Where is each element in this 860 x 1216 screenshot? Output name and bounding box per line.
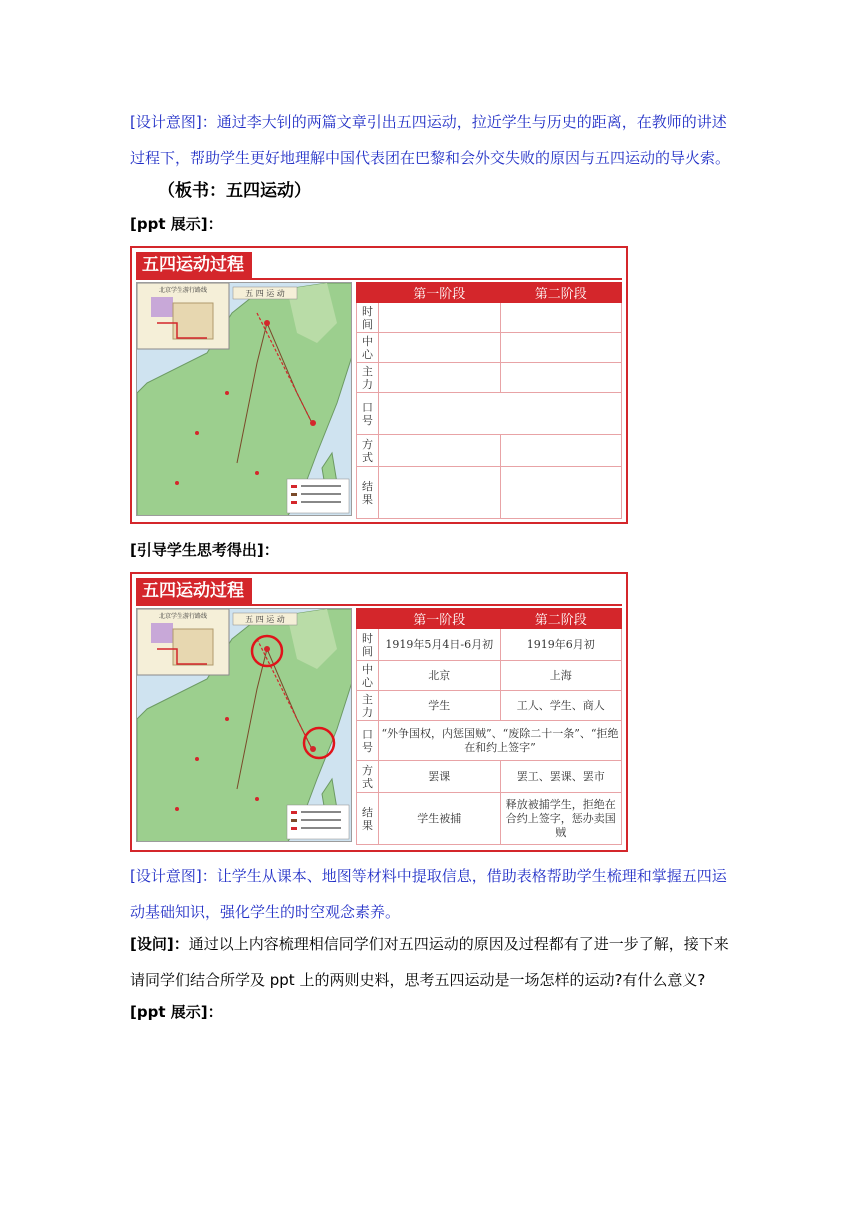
row-label: 主力 <box>357 691 379 721</box>
design-intent-paragraph-2 <box>130 858 735 930</box>
cell-center-stage2: 上海 <box>500 661 622 691</box>
row-label: 方式 <box>357 761 379 793</box>
design-intent-text-line1: 通过李大钊的两篇文章引出五四运动，拉近学生与历史的距离，在教师的讲述 <box>216 113 727 131</box>
ppt-show-label-1: [ppt 展示]： <box>130 215 223 233</box>
design-intent-text-line2: 动基础知识，强化学生的时空观念素养。 <box>130 903 401 921</box>
slide-title: 五四运动过程 <box>136 252 252 278</box>
row-label: 时间 <box>357 629 379 661</box>
inset-title-text: 北京学生游行路线 <box>158 287 208 294</box>
cell-result-stage1: 学生被捕 <box>379 793 501 845</box>
cell-time-stage2: 1919年6月初 <box>500 629 622 661</box>
slide-empty-table <box>130 246 628 524</box>
may-fourth-map <box>136 608 352 842</box>
process-table-filled <box>356 608 622 845</box>
cell-force-stage1: 学生 <box>379 691 501 721</box>
map-title-text: 五 四 运 动 <box>245 615 285 624</box>
row-label: 中心 <box>357 333 379 363</box>
cell-center-stage1: 北京 <box>379 661 501 691</box>
slide-title: 五四运动过程 <box>136 578 252 604</box>
process-table-empty <box>356 282 622 519</box>
may-fourth-map <box>136 282 352 516</box>
row-label: 时间 <box>357 303 379 333</box>
column-header-stage2: 第二阶段 <box>500 283 622 303</box>
design-intent-label: [设计意图]： <box>130 867 217 885</box>
row-label: 口号 <box>357 721 379 761</box>
column-header-stage1: 第一阶段 <box>379 283 501 303</box>
design-intent-label: [设计意图]： <box>130 113 217 131</box>
row-label: 口号 <box>357 393 379 435</box>
cell-result-stage2: 释放被捕学生，拒绝在合约上签字，惩办卖国贼 <box>500 793 622 845</box>
row-label: 中心 <box>357 661 379 691</box>
question-text-line2: 请同学们结合所学及 ppt 上的两则史料，思考五四运动是一场怎样的运动?有什么意义? <box>130 971 706 989</box>
slide-title-underline <box>136 604 622 606</box>
column-header-stage2: 第二阶段 <box>500 609 622 629</box>
question-text-line1: 通过以上内容梳理相信同学们对五四运动的原因及过程都有了进一步了解，接下来 <box>188 935 729 953</box>
design-intent-paragraph-1 <box>130 104 735 176</box>
cell-force-stage2: 工人、学生、商人 <box>500 691 622 721</box>
question-paragraph <box>130 926 735 998</box>
guide-label: [引导学生思考得出]： <box>130 541 279 559</box>
cell-time-stage1: 1919年5月4日-6月初 <box>379 629 501 661</box>
board-heading: （板书：五四运动） <box>158 181 311 201</box>
cell-method-stage2: 罢工、罢课、罢市 <box>500 761 622 793</box>
slide-title-underline <box>136 278 622 280</box>
design-intent-text-line1: 让学生从课本、地图等材料中提取信息，借助表格帮助学生梳理和掌握五四运 <box>216 867 727 885</box>
column-header-stage1: 第一阶段 <box>379 609 501 629</box>
map-graphic <box>137 283 352 516</box>
row-label: 主力 <box>357 363 379 393</box>
slide-filled-table <box>130 572 628 852</box>
row-label: 方式 <box>357 435 379 467</box>
row-label: 结果 <box>357 467 379 519</box>
row-label: 结果 <box>357 793 379 845</box>
design-intent-text-line2: 过程下，帮助学生更好地理解中国代表团在巴黎和会外交失败的原因与五四运动的导火索。 <box>130 149 731 167</box>
cell-method-stage1: 罢课 <box>379 761 501 793</box>
cell-slogan: “外争国权，内惩国贼”、“废除二十一条”、“拒绝在和约上签字” <box>379 721 622 761</box>
question-label: [设问]： <box>130 935 189 953</box>
inset-title-text: 北京学生游行路线 <box>158 613 208 620</box>
ppt-show-label-2: [ppt 展示]： <box>130 1003 223 1021</box>
map-title-text: 五 四 运 动 <box>245 289 285 298</box>
map-graphic <box>137 609 352 842</box>
